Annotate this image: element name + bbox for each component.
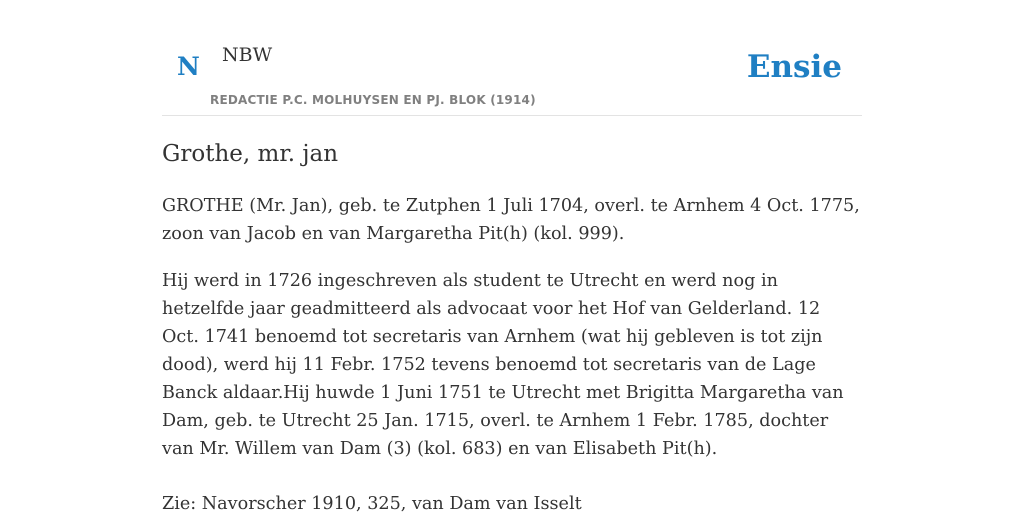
source-logo[interactable]: N [177,52,200,81]
header [162,0,862,116]
page [162,0,862,512]
brand-logo[interactable]: Ensie [746,49,842,85]
article-reference: Zie: Navorscher 1910, 325, van Dam van Isselt [162,494,582,512]
article-paragraph-1: GROTHE (Mr. Jan), geb. te Zutphen 1 Juli 1704, overl. te Arnhem 4 Oct. 1775, zoon van Jacob en van Margaretha Pit(h) (kol. 999). [162,196,860,244]
source-subtitle: REDACTIE P.C. MOLHUYSEN EN PJ. BLOK (1914) [210,93,536,107]
page-title: Grothe, mr. jan [162,141,339,167]
article-paragraph-2: Hij werd in 1726 ingeschreven als student te Utrecht en werd nog in hetzelfde jaar geadmitteerd als advocaat voor het Hof van Gelderland. 12 Oct. 1741 benoemd tot secretaris van Arnhem (wat hij gebleven is tot zijn dood), werd hij 11 Febr. 1752 tevens benoemd tot secretaris van de Lage Banck aldaar.Hij huwde 1 Juni 1751 te Utrecht met Brigitta Margaretha van Dam, geb. te Utrecht 25 Jan. 1715, overl. te Arnhem 1 Febr. 1785, dochter van Mr. Willem van Dam (3) (kol. 683) en van Elisabeth Pit(h). [162,271,844,459]
source-name[interactable]: NBW [222,44,273,66]
